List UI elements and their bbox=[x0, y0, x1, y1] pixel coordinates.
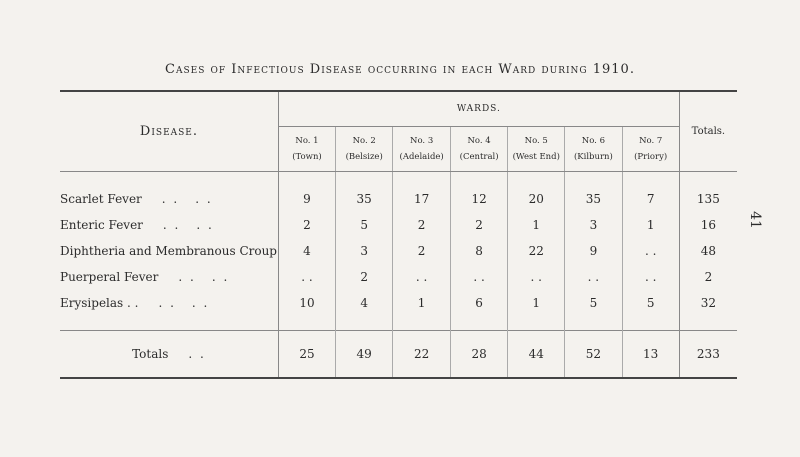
ward-number: No. 7 bbox=[639, 135, 663, 146]
ward-value: 1 bbox=[622, 212, 679, 238]
ward-header bbox=[622, 127, 679, 172]
wards-group-header: WARDS. bbox=[278, 91, 679, 127]
ward-value: 2 bbox=[393, 238, 451, 264]
ward-value: 3 bbox=[565, 212, 622, 238]
totals-column-header: Totals. bbox=[679, 91, 737, 172]
row-total: 32 bbox=[700, 296, 717, 310]
ward-value: 17 bbox=[393, 186, 451, 212]
ward-name: (Town) bbox=[292, 152, 322, 162]
disease-name: Diphtheria and Membranous Croup bbox=[60, 244, 277, 258]
grand-total: 233 bbox=[679, 331, 737, 379]
ward-value: 12 bbox=[450, 186, 507, 212]
page-number: 41 bbox=[747, 211, 764, 229]
table-row bbox=[60, 264, 737, 290]
ward-total: 25 bbox=[278, 331, 335, 379]
ward-value: 1 bbox=[508, 290, 565, 316]
leader-dots: . . bbox=[158, 296, 176, 310]
ward-value: 22 bbox=[508, 238, 565, 264]
ward-value: 20 bbox=[508, 186, 565, 212]
ward-value: 5 bbox=[622, 290, 679, 316]
ward-value: 9 bbox=[278, 186, 335, 212]
ward-value: . . bbox=[622, 264, 679, 290]
leader-dots: . . bbox=[162, 218, 181, 232]
totals-label: Totals bbox=[132, 347, 169, 361]
leader-dots: . . bbox=[178, 270, 196, 284]
ward-value: 2 bbox=[336, 264, 393, 290]
leader-dots: . . bbox=[188, 347, 206, 361]
ward-value: 2 bbox=[393, 212, 451, 238]
ward-value: . . bbox=[450, 264, 507, 290]
ward-value: 2 bbox=[278, 212, 335, 238]
ward-value: 6 bbox=[450, 290, 507, 316]
row-total: 2 bbox=[704, 270, 713, 284]
ward-value: . . bbox=[278, 264, 335, 290]
leader-dots: . . bbox=[191, 296, 210, 310]
totals-row bbox=[60, 331, 737, 379]
ward-total: 52 bbox=[565, 331, 622, 379]
disease-column-header: Disease. bbox=[60, 91, 278, 172]
ward-number: No. 1 bbox=[295, 135, 319, 146]
ward-value: 1 bbox=[508, 212, 565, 238]
ward-header bbox=[393, 127, 451, 172]
disease-name: Scarlet Fever bbox=[60, 192, 142, 206]
ward-value: 7 bbox=[622, 186, 679, 212]
ward-total: 49 bbox=[336, 331, 393, 379]
ward-value: 4 bbox=[278, 238, 335, 264]
ward-header bbox=[508, 127, 565, 172]
leader-dots: . . bbox=[196, 218, 214, 232]
infectious-disease-table bbox=[60, 90, 737, 379]
row-total: 48 bbox=[700, 244, 717, 258]
ward-total: 22 bbox=[393, 331, 451, 379]
row-total: 16 bbox=[700, 218, 717, 232]
ward-value: 5 bbox=[336, 212, 393, 238]
ward-value: 9 bbox=[565, 238, 622, 264]
ward-name: (Adelaide) bbox=[399, 152, 444, 162]
ward-name: (West End) bbox=[512, 152, 560, 162]
ward-total: 13 bbox=[622, 331, 679, 379]
leader-dots: . . bbox=[161, 192, 180, 206]
ward-number: No. 4 bbox=[467, 135, 491, 146]
ward-value: 10 bbox=[278, 290, 335, 316]
disease-name: Erysipelas . . bbox=[60, 296, 139, 310]
disease-name: Enteric Fever bbox=[60, 218, 143, 232]
ward-number: No. 2 bbox=[352, 135, 376, 146]
leader-dots: . . bbox=[195, 192, 213, 206]
disease-name: Puerperal Fever bbox=[60, 270, 159, 284]
ward-value: . . bbox=[565, 264, 622, 290]
ward-value: 35 bbox=[336, 186, 393, 212]
ward-number: No. 6 bbox=[581, 135, 605, 146]
ward-value: 35 bbox=[565, 186, 622, 212]
ward-value: 5 bbox=[565, 290, 622, 316]
ward-name: (Kilburn) bbox=[573, 152, 613, 162]
ward-total: 44 bbox=[508, 331, 565, 379]
table-row bbox=[60, 238, 737, 264]
table-title: Cases of Infectious Disease occurring in each Ward during 1910. bbox=[165, 62, 635, 77]
table-row bbox=[60, 186, 737, 212]
ward-value: 2 bbox=[450, 212, 507, 238]
ward-total: 28 bbox=[450, 331, 507, 379]
leader-dots: . . bbox=[211, 270, 230, 284]
ward-header bbox=[450, 127, 507, 172]
ward-value: . . bbox=[622, 238, 679, 264]
row-total: 135 bbox=[696, 192, 720, 206]
table-row bbox=[60, 290, 737, 316]
ward-name: (Central) bbox=[459, 152, 499, 162]
ward-name: (Priory) bbox=[634, 152, 668, 162]
ward-number: No. 3 bbox=[410, 135, 434, 146]
ward-value: . . bbox=[508, 264, 565, 290]
ward-value: 8 bbox=[450, 238, 507, 264]
ward-value: 1 bbox=[393, 290, 451, 316]
ward-header bbox=[565, 127, 622, 172]
ward-value: 3 bbox=[336, 238, 393, 264]
ward-header bbox=[278, 127, 335, 172]
ward-name: (Belsize) bbox=[345, 152, 383, 162]
ward-header bbox=[336, 127, 393, 172]
ward-value: . . bbox=[393, 264, 451, 290]
ward-number: No. 5 bbox=[524, 135, 548, 146]
ward-value: 4 bbox=[336, 290, 393, 316]
table-row bbox=[60, 212, 737, 238]
